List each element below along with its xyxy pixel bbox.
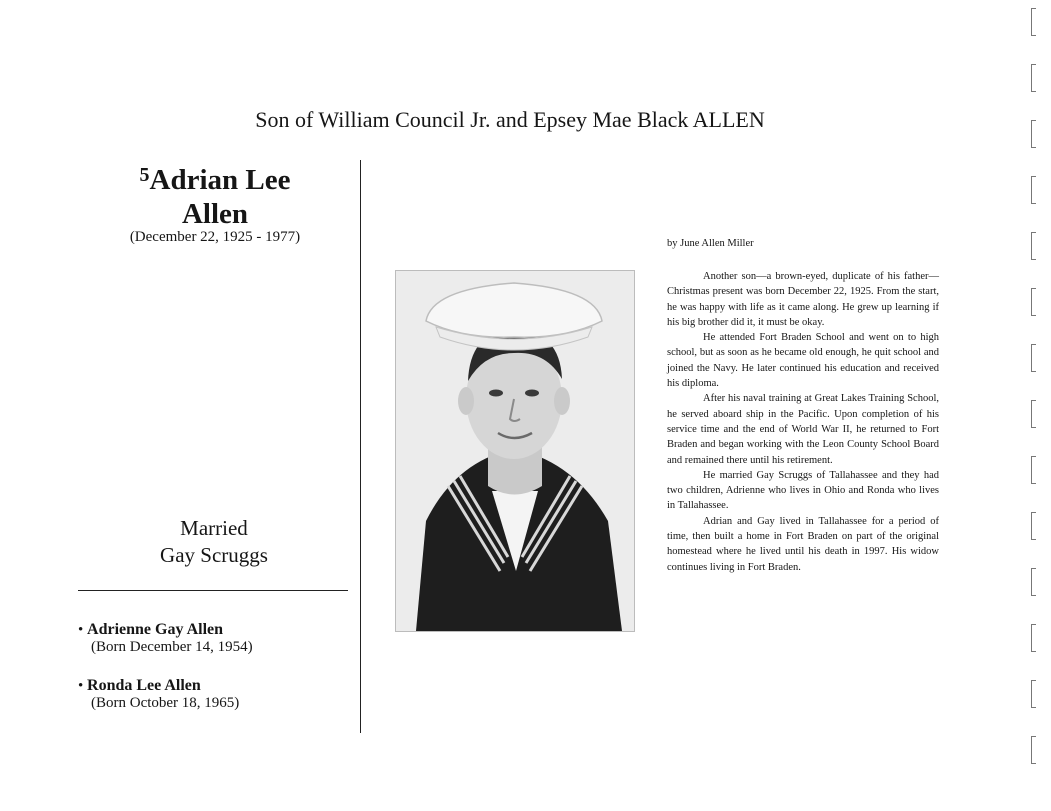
person-name-line2: Allen [181, 198, 249, 230]
child-name: Adrienne Gay Allen [87, 621, 224, 638]
binder-tab-mark [1031, 456, 1036, 484]
article-paragraph: After his naval training at Great Lakes Training School, he served aboard ship in the Pacific. Upon completion of his service time and the end of World War II, he returned to Fort Braden and began working with the Leon County School Board and remained there until his retirement. [667, 393, 939, 466]
article-paragraph: Another son—a brown-eyed, duplicate of his father—Christmas present was born December 22, 1925. From the start, he was happy with life as it came along. He grew up learning if his big brother did it, it must be okay. [667, 271, 939, 328]
bullet: • [78, 622, 88, 638]
child-entry [78, 621, 348, 656]
binder-tab-mark [1031, 512, 1036, 540]
child-birth-date: (Born October 18, 1965) [91, 695, 240, 711]
person-name [90, 158, 340, 231]
section-divider [78, 590, 348, 591]
portrait-photo [395, 270, 635, 632]
binder-tab-mark [1031, 680, 1036, 708]
binder-tab-mark [1031, 288, 1036, 316]
binder-tab-mark [1031, 176, 1036, 204]
article-body [667, 269, 939, 575]
child-entry [78, 677, 348, 712]
binder-tab-mark [1031, 736, 1036, 764]
column-divider [360, 160, 361, 733]
marriage-block [114, 515, 314, 569]
binder-tab-mark [1031, 400, 1036, 428]
binder-tab-mark [1031, 64, 1036, 92]
sailor-portrait-icon [396, 271, 634, 631]
binder-tab-mark [1031, 120, 1036, 148]
child-name: Ronda Lee Allen [87, 677, 201, 694]
person-name-line1: Adrian Lee [149, 164, 291, 196]
spouse-name: Gay Scruggs [160, 543, 268, 567]
binder-edge-marks [1027, 8, 1041, 808]
child-birth-date: (Born December 14, 1954) [91, 639, 253, 655]
page-title: Son of William Council Jr. and Epsey Mae Black ALLEN [255, 107, 765, 132]
binder-tab-mark [1031, 8, 1036, 36]
left-column [70, 0, 360, 811]
binder-tab-mark [1031, 624, 1036, 652]
article-paragraph: He attended Fort Braden School and went on to high school, but as soon as he became old enough, he quit school and joined the Navy. He later continued his education and received his diploma. [667, 332, 939, 390]
generation-number: 5 [139, 164, 150, 186]
bullet: • [78, 678, 88, 694]
married-label: Married [180, 516, 248, 540]
article-paragraph: He married Gay Scruggs of Tallahassee and they had two children, Adrienne who lives in Ohio and Ronda who lives in Tallahassee. [667, 469, 939, 512]
binder-tab-mark [1031, 568, 1036, 596]
article-paragraph: Adrian and Gay lived in Tallahassee for a period of time, then built a home in Fort Braden on part of the original homestead where he lived until his death in 1997. His widow continues living in Fort Braden. [667, 515, 939, 573]
article-byline: by June Allen Miller [667, 238, 754, 249]
lifespan: (December 22, 1925 - 1977) [129, 229, 301, 245]
binder-tab-mark [1031, 232, 1036, 260]
binder-tab-mark [1031, 344, 1036, 372]
